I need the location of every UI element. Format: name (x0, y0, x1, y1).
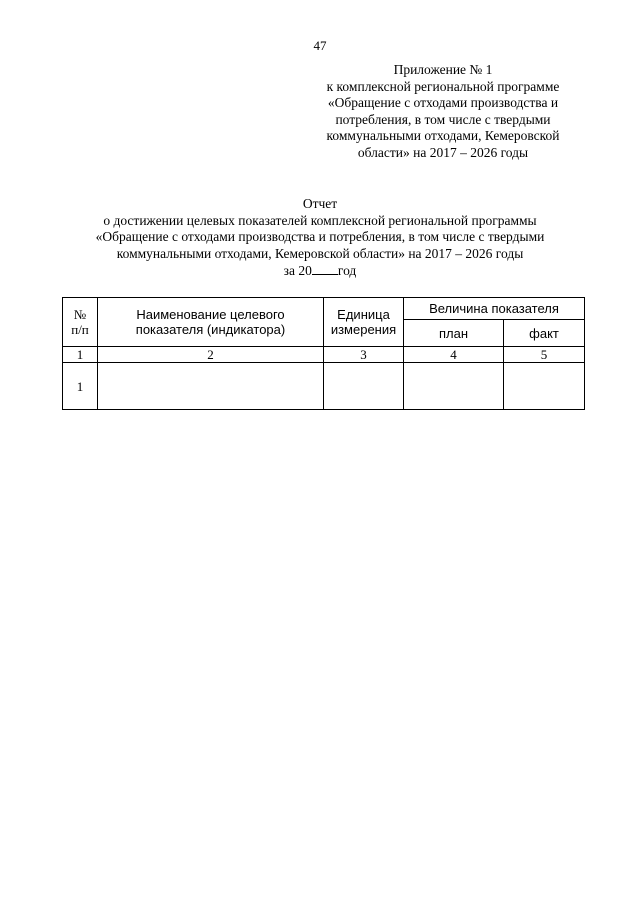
year-prefix: за 20 (283, 263, 312, 278)
year-blank-field[interactable] (312, 262, 338, 275)
appendix-line: потребления, в том числе с твердыми (335, 111, 551, 127)
header-unit-line1: Единица (337, 307, 390, 322)
header-number-line2: п/п (71, 322, 89, 337)
report-heading (0, 196, 640, 280)
cell-indicator-name[interactable] (98, 363, 324, 410)
appendix-caption (302, 62, 584, 161)
appendix-title: Приложение № 1 (393, 62, 493, 77)
column-number: 2 (98, 347, 324, 363)
header-unit-line2: измерения (330, 322, 397, 337)
cell-plan[interactable] (404, 363, 504, 410)
year-suffix: год (337, 263, 357, 278)
appendix-line: «Обращение с отходами производства и (327, 95, 559, 110)
report-subtitle-line: о достижении целевых показателей комплексной региональной программы (103, 212, 537, 228)
column-number: 4 (404, 347, 504, 363)
cell-number: 1 (63, 363, 98, 410)
header-plan: план (404, 320, 504, 347)
cell-unit[interactable] (324, 363, 404, 410)
appendix-line: к комплексной региональной программе (326, 78, 560, 94)
header-unit (324, 298, 404, 347)
header-number-line1: № (73, 307, 87, 322)
column-numbering-row (63, 347, 585, 363)
cell-fact[interactable] (504, 363, 585, 410)
appendix-line: области» на 2017 – 2026 годы (357, 144, 529, 160)
header-indicator-name-line1: Наименование целевого (136, 307, 285, 322)
header-indicator-name (98, 298, 324, 347)
header-fact: факт (504, 320, 585, 347)
report-year-line (0, 262, 640, 280)
report-subtitle-line: «Обращение с отходами производства и потребления, в том числе с твердыми (95, 229, 545, 244)
column-number: 5 (504, 347, 585, 363)
page-number: 47 (313, 38, 327, 53)
column-number: 1 (63, 347, 98, 363)
column-number: 3 (324, 347, 404, 363)
header-number (63, 298, 98, 347)
table-row (63, 363, 585, 410)
report-title: Отчет (302, 196, 338, 211)
report-subtitle-line: коммунальными отходами, Кемеровской области» на 2017 – 2026 годы (116, 245, 524, 261)
appendix-line: коммунальными отходами, Кемеровской (326, 128, 560, 143)
header-indicator-name-line2: показателя (индикатора) (135, 322, 286, 337)
indicators-table (62, 297, 585, 410)
header-indicator-value: Величина показателя (404, 298, 585, 320)
